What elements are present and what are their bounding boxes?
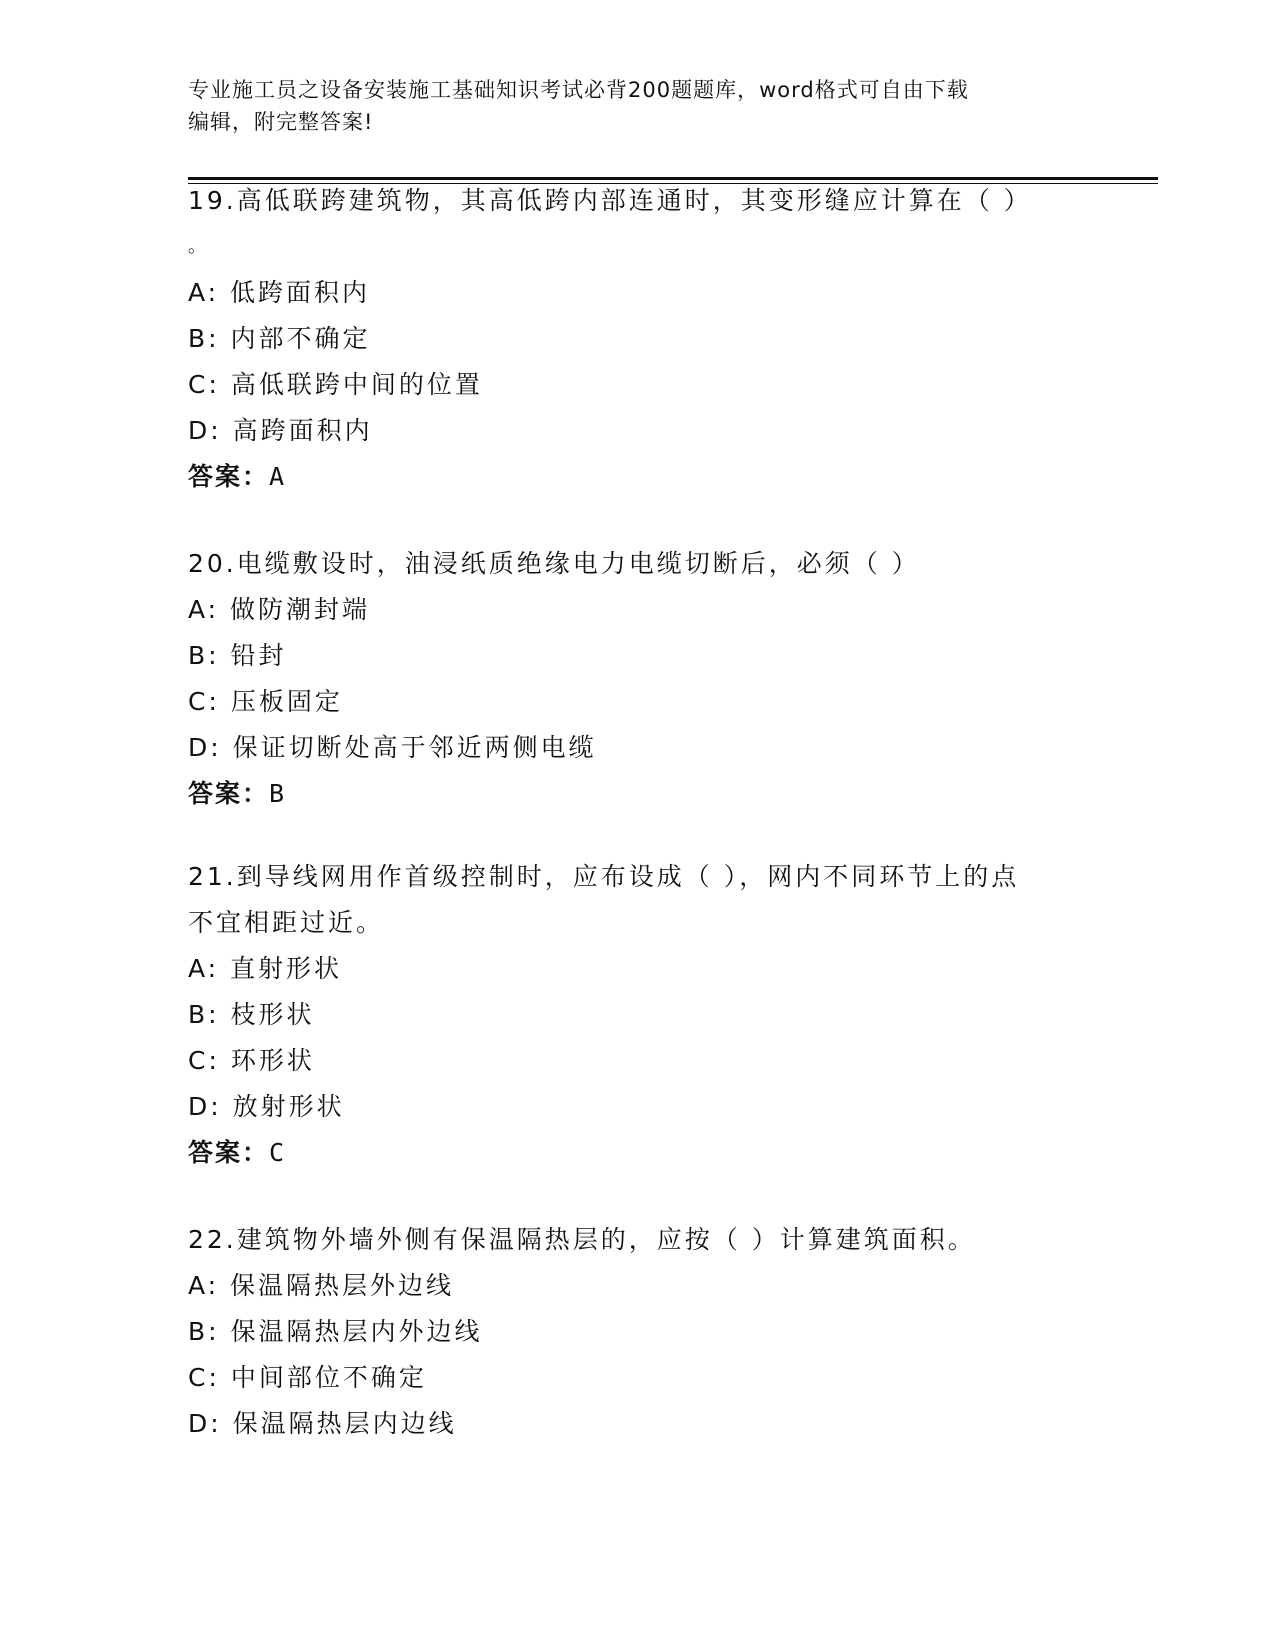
option-b: B: 铅封 xyxy=(188,641,287,670)
header-title-line-2: 编辑，附完整答案! xyxy=(188,110,374,134)
question-stem-continuation: 不宜相距过近。 xyxy=(188,908,385,937)
question-21 xyxy=(188,854,1068,1176)
option-c: C: 高低联跨中间的位置 xyxy=(188,370,483,399)
answer-label: 答案： xyxy=(188,1138,270,1167)
option-c: C: 环形状 xyxy=(188,1046,315,1075)
answer-line xyxy=(188,771,1068,817)
answer-value: B xyxy=(269,779,287,808)
question-20 xyxy=(188,541,1068,817)
option-a: A: 做防潮封端 xyxy=(188,595,371,624)
option-b: B: 保温隔热层内外边线 xyxy=(188,1317,483,1346)
document-header xyxy=(188,74,1088,138)
answer-line xyxy=(188,454,1068,500)
answer-label: 答案： xyxy=(188,462,270,491)
option-b: B: 枝形状 xyxy=(188,1000,315,1029)
question-stem: 22.建筑物外墙外侧有保温隔热层的，应按（ ）计算建筑面积。 xyxy=(188,1225,976,1254)
question-stem: 20.电缆敷设时，油浸纸质绝缘电力电缆切断后，必须（ ） xyxy=(188,549,920,578)
answer-label: 答案： xyxy=(188,779,270,808)
option-d: D: 保温隔热层内边线 xyxy=(188,1409,457,1438)
answer-value: A xyxy=(269,462,287,491)
option-d: D: 保证切断处高于邻近两侧电缆 xyxy=(188,733,597,762)
answer-line xyxy=(188,1130,1068,1176)
question-stem: 19.高低联跨建筑物，其高低跨内部连通时，其变形缝应计算在（ ） xyxy=(188,186,1032,215)
option-d: D: 放射形状 xyxy=(188,1092,345,1121)
option-a: A: 保温隔热层外边线 xyxy=(188,1271,455,1300)
option-a: A: 直射形状 xyxy=(188,954,343,983)
question-stem: 21.到导线网用作首级控制时，应布设成（ ），网内不同环节上的点 xyxy=(188,862,1020,891)
option-d: D: 高跨面积内 xyxy=(188,416,373,445)
option-b: B: 内部不确定 xyxy=(188,324,371,353)
option-c: C: 压板固定 xyxy=(188,687,343,716)
question-19 xyxy=(188,178,1068,500)
header-title-line-1: 专业施工员之设备安装施工基础知识考试必背200题题库，word格式可自由下载 xyxy=(188,78,969,102)
option-a: A: 低跨面积内 xyxy=(188,278,371,307)
answer-value: C xyxy=(269,1138,287,1167)
question-stem-continuation: 。 xyxy=(188,236,209,257)
option-c: C: 中间部位不确定 xyxy=(188,1363,427,1392)
question-22 xyxy=(188,1217,1068,1447)
